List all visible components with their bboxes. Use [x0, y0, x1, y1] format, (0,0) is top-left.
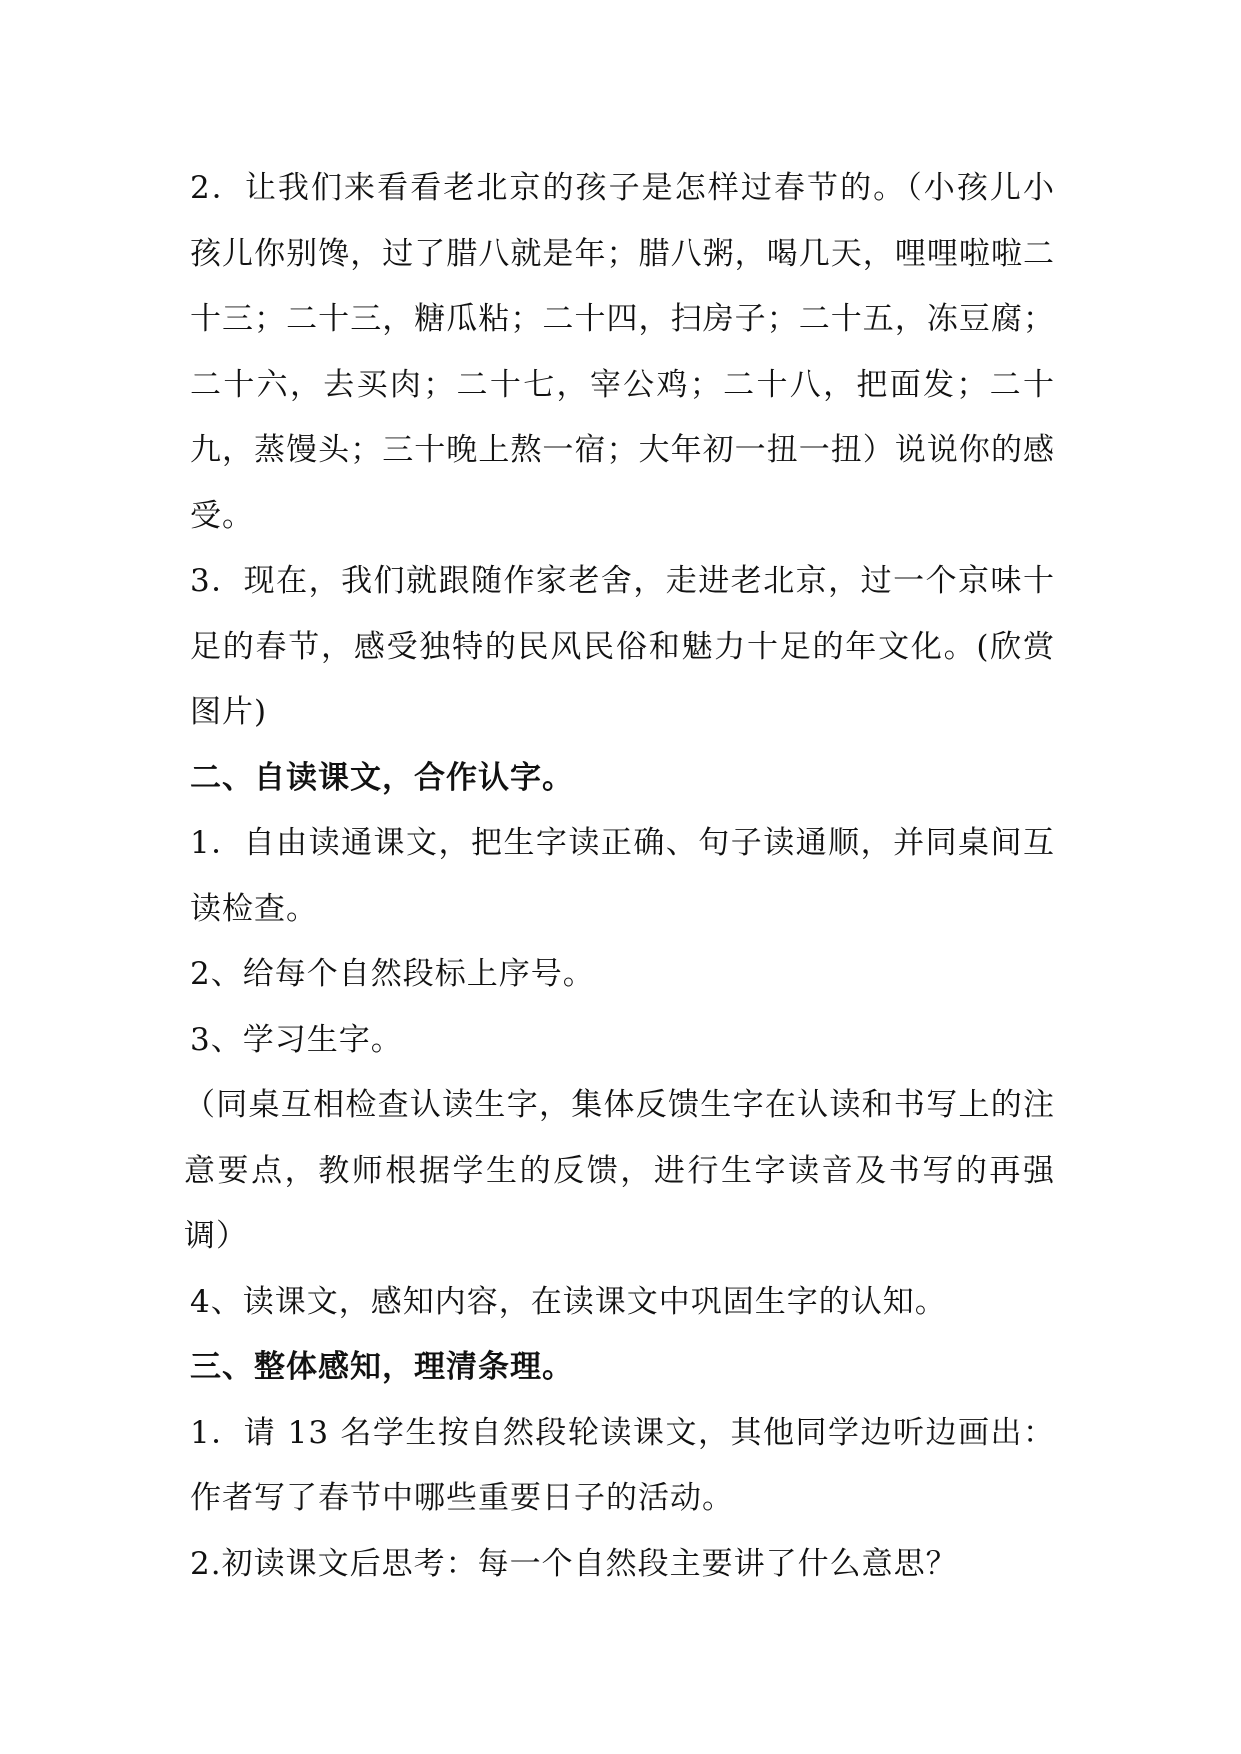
paragraph-read-text-freely: 1．自由读通课文，把生字读正确、句子读通顺，并同桌间互读检查。	[190, 825, 1055, 927]
paragraph-desk-mate-check-note: （同桌互相检查认读生字，集体反馈生字在认读和书写上的注意要点，教师根据学生的反馈，进行生字读音及书写的再强调）	[184, 1087, 1055, 1254]
paragraph-students-take-turns-reading: 1．请 13 名学生按自然段轮读课文，其他同学边听边画出：作者写了春节中哪些重要日子的活动。	[190, 1414, 1055, 1516]
document-body	[184, 156, 1055, 1597]
section-heading-self-reading: 二、自读课文，合作认字。	[190, 759, 574, 796]
paragraph-learn-characters: 3、学习生字。	[190, 1021, 403, 1058]
paragraph-step-3-follow-laoshe: 3．现在，我们就跟随作家老舍，走进老北京，过一个京味十足的春节，感受独特的民风民俗和魅力十足的年文化。(欣赏图片)	[190, 563, 1055, 730]
paragraph-initial-reading-question: 2.初读课文后思考：每一个自然段主要讲了什么意思？	[190, 1545, 958, 1582]
paragraph-number-paragraphs: 2、给每个自然段标上序号。	[190, 956, 595, 992]
paragraph-step-2-old-beijing-children: 2．让我们来看看老北京的孩子是怎样过春节的。（小孩儿小孩儿你别馋，过了腊八就是年；腊八粥，喝几天，哩哩啦啦二十三；二十三，糖瓜粘；二十四，扫房子；二十五，冻豆腐；二十六，去买肉；二十七，宰公鸡；二十八，把面发；二十九，蒸馒头；三十晚上熬一宿；大年初一扭一扭）说说你的感受。	[190, 170, 1055, 534]
section-heading-overall-perception: 三、整体感知，理清条理。	[190, 1349, 574, 1385]
paragraph-read-and-consolidate: 4、读课文，感知内容，在读课文中巩固生字的认知。	[190, 1283, 947, 1320]
